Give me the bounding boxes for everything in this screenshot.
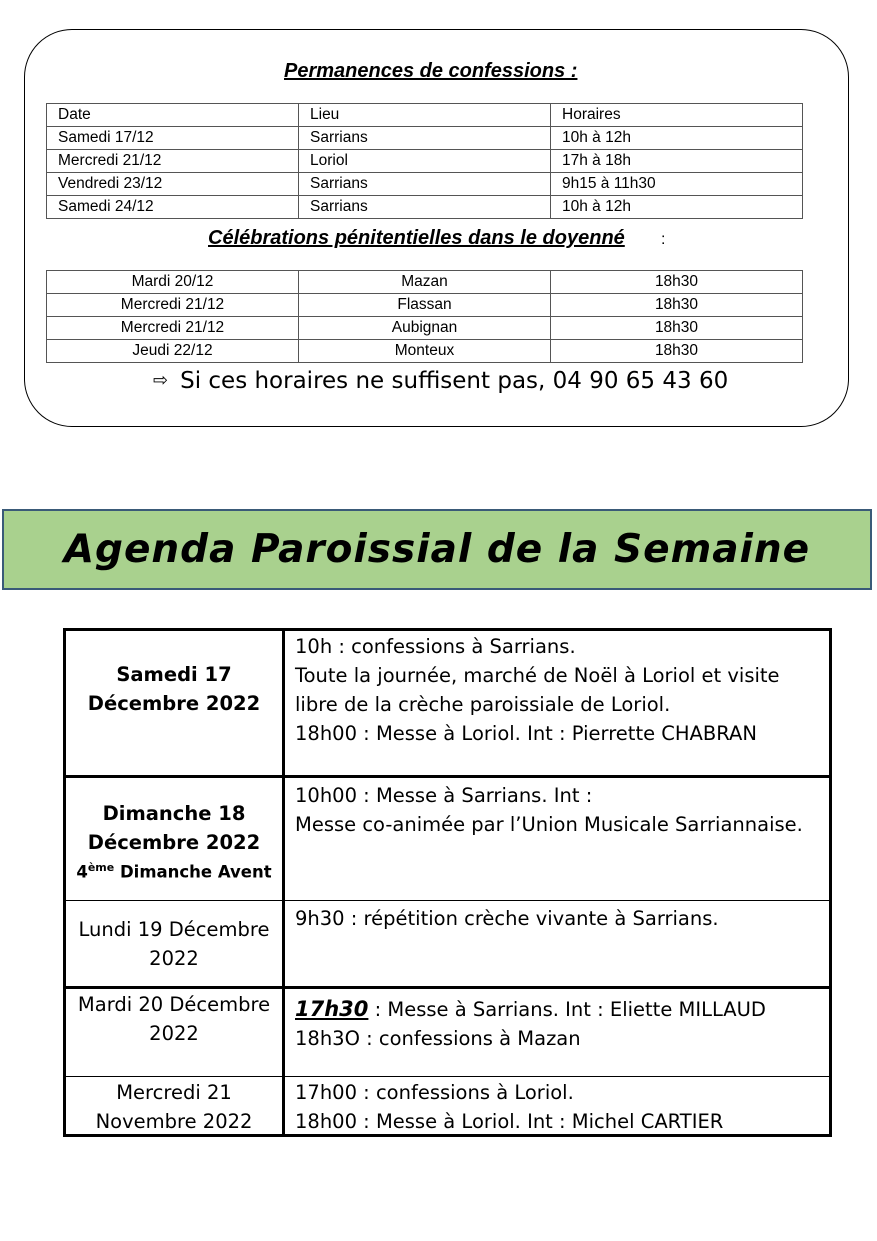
agenda-title: Agenda Paroissial de la Semaine xyxy=(63,527,811,572)
cell-horaires: 17h à 18h xyxy=(551,150,803,173)
event-text: : Messe à Sarrians. Int : Eliette MILLAUD xyxy=(368,998,766,1021)
cell-horaires: 18h30 xyxy=(551,294,803,317)
contact-note xyxy=(153,368,728,394)
event-line: 10h : confessions à Sarrians. xyxy=(295,635,576,658)
agenda-day-cell xyxy=(66,1078,282,1136)
agenda-events-cell xyxy=(295,632,825,748)
celebrations-table xyxy=(46,270,803,363)
agenda-events-cell xyxy=(295,1078,825,1136)
table-row xyxy=(47,173,803,196)
agenda-events-cell xyxy=(295,781,825,839)
agenda-events-cell xyxy=(295,904,825,933)
confessions-table xyxy=(46,103,803,219)
event-line: libre de la crèche paroissiale de Loriol. xyxy=(295,693,671,716)
contact-note-text: Si ces horaires ne suffisent pas, 04 90 65 43 60 xyxy=(180,368,729,394)
cell-date: Mercredi 21/12 xyxy=(47,317,299,340)
header-lieu: Lieu xyxy=(299,104,551,127)
event-line xyxy=(295,995,825,1024)
header-horaires: Horaires xyxy=(551,104,803,127)
cell-date: Jeudi 22/12 xyxy=(47,340,299,363)
event-line: Messe co-animée par l’Union Musicale Sarriannaise. xyxy=(295,813,803,836)
cell-date: Samedi 17/12 xyxy=(47,127,299,150)
agenda-day-cell xyxy=(66,799,282,884)
day-line: 2022 xyxy=(149,1022,199,1045)
cell-lieu: Loriol xyxy=(299,150,551,173)
highlighted-time: 17h30 xyxy=(295,997,369,1021)
ordinal-suffix: ème xyxy=(87,861,115,874)
cell-date: Mardi 20/12 xyxy=(47,271,299,294)
day-line: Décembre 2022 xyxy=(87,831,261,854)
ordinal-number: 4 xyxy=(76,862,88,882)
table-row xyxy=(47,271,803,294)
table-row xyxy=(47,196,803,219)
cell-lieu: Flassan xyxy=(299,294,551,317)
event-line: 18h3O : confessions à Mazan xyxy=(295,1027,581,1050)
celebrations-title: Célébrations pénitentielles dans le doyenné xyxy=(208,227,625,249)
agenda-day-cell xyxy=(66,915,282,973)
agenda-table xyxy=(63,628,832,1137)
day-line: Lundi 19 Décembre xyxy=(78,918,270,941)
table-row xyxy=(47,150,803,173)
event-line: 10h00 : Messe à Sarrians. Int : xyxy=(295,784,593,807)
table-row xyxy=(47,127,803,150)
day-subtitle-text: Dimanche Avent xyxy=(114,862,272,882)
row-divider xyxy=(63,986,832,989)
day-line: Samedi 17 xyxy=(116,663,232,686)
table-row xyxy=(47,294,803,317)
right-arrow-icon: ⇨ xyxy=(153,370,169,391)
header-date: Date xyxy=(47,104,299,127)
table-header-row xyxy=(47,104,803,127)
agenda-day-cell xyxy=(66,990,282,1048)
day-line: Décembre 2022 xyxy=(87,692,261,715)
confessions-title: Permanences de confessions : xyxy=(284,60,578,82)
day-subtitle xyxy=(66,857,282,884)
table-row xyxy=(47,340,803,363)
agenda-day-cell xyxy=(66,660,282,718)
event-line: 17h00 : confessions à Loriol. xyxy=(295,1081,574,1104)
agenda-banner xyxy=(2,509,872,590)
row-divider xyxy=(63,900,832,901)
column-divider xyxy=(282,628,285,1137)
event-line: 18h00 : Messe à Loriol. Int : Pierrette CHABRAN xyxy=(295,722,757,745)
cell-date: Vendredi 23/12 xyxy=(47,173,299,196)
event-line: 9h30 : répétition crèche vivante à Sarrians. xyxy=(295,907,719,930)
day-line: 2022 xyxy=(149,947,199,970)
cell-horaires: 18h30 xyxy=(551,317,803,340)
cell-date: Mercredi 21/12 xyxy=(47,150,299,173)
cell-lieu: Sarrians xyxy=(299,127,551,150)
cell-lieu: Mazan xyxy=(299,271,551,294)
table-row xyxy=(47,317,803,340)
event-line: Toute la journée, marché de Noël à Loriol et visite xyxy=(295,664,780,687)
day-line: Mardi 20 Décembre xyxy=(77,993,271,1016)
cell-lieu: Aubignan xyxy=(299,317,551,340)
cell-lieu: Sarrians xyxy=(299,173,551,196)
row-divider xyxy=(63,628,832,631)
table-border xyxy=(829,628,832,1137)
row-divider xyxy=(63,775,832,778)
agenda-events-cell xyxy=(295,995,825,1053)
cell-horaires: 9h15 à 11h30 xyxy=(551,173,803,196)
row-divider xyxy=(63,1076,832,1077)
cell-lieu: Monteux xyxy=(299,340,551,363)
day-line: Dimanche 18 xyxy=(102,802,246,825)
cell-horaires: 18h30 xyxy=(551,340,803,363)
cell-horaires: 10h à 12h xyxy=(551,127,803,150)
cell-horaires: 10h à 12h xyxy=(551,196,803,219)
day-line: Novembre 2022 xyxy=(95,1110,253,1133)
cell-lieu: Sarrians xyxy=(299,196,551,219)
celebrations-title-colon: : xyxy=(661,231,666,248)
event-line: 18h00 : Messe à Loriol. Int : Michel CARTIER xyxy=(295,1110,724,1133)
cell-date: Samedi 24/12 xyxy=(47,196,299,219)
cell-horaires: 18h30 xyxy=(551,271,803,294)
day-line: Mercredi 21 xyxy=(116,1081,232,1104)
cell-date: Mercredi 21/12 xyxy=(47,294,299,317)
